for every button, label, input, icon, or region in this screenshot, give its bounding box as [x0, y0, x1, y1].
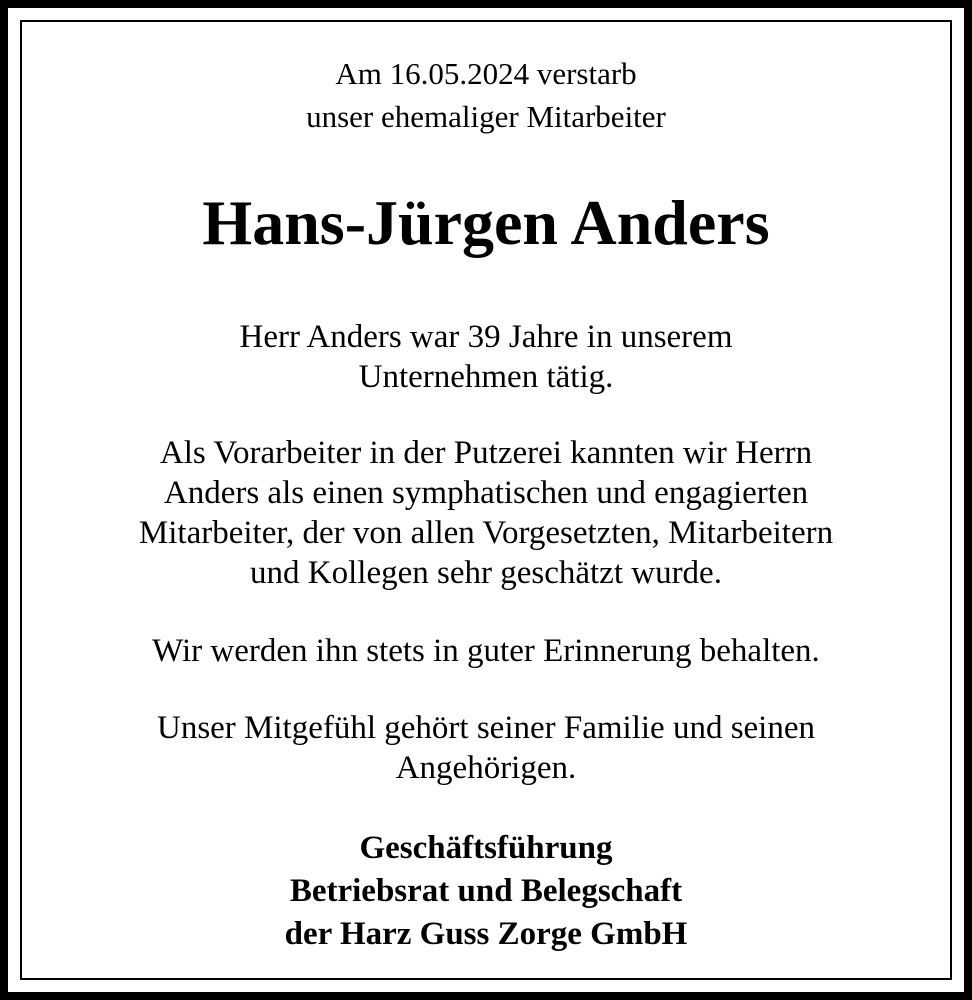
signature-line: Geschäftsführung [359, 830, 613, 866]
body-line: Unternehmen tätig. [358, 359, 614, 395]
body-line: Anders als einen symphatischen und engagierten [163, 475, 809, 511]
body-line: Wir werden ihn stets in guter Erinnerung behalten. [152, 633, 820, 669]
deceased-name: Hans-Jürgen Anders [202, 187, 770, 258]
body-line: und Kollegen sehr geschätzt wurde. [250, 555, 722, 591]
body-line: Herr Anders war 39 Jahre in unserem [239, 319, 733, 355]
body-line: Mitarbeiter, der von allen Vorgesetzten, Mitarbeitern [138, 515, 834, 551]
signature-line: Betriebsrat und Belegschaft [289, 873, 683, 909]
intro-line: unser ehemaliger Mitarbeiter [306, 99, 666, 134]
body-line: Angehörigen. [395, 750, 577, 786]
intro-line: Am 16.05.2024 verstarb [335, 56, 637, 91]
body-line: Als Vorarbeiter in der Putzerei kannten wir Herrn [159, 435, 813, 471]
signature-line: der Harz Guss Zorge GmbH [284, 916, 688, 952]
body-line: Unser Mitgefühl gehört seiner Familie und seinen [156, 710, 816, 746]
